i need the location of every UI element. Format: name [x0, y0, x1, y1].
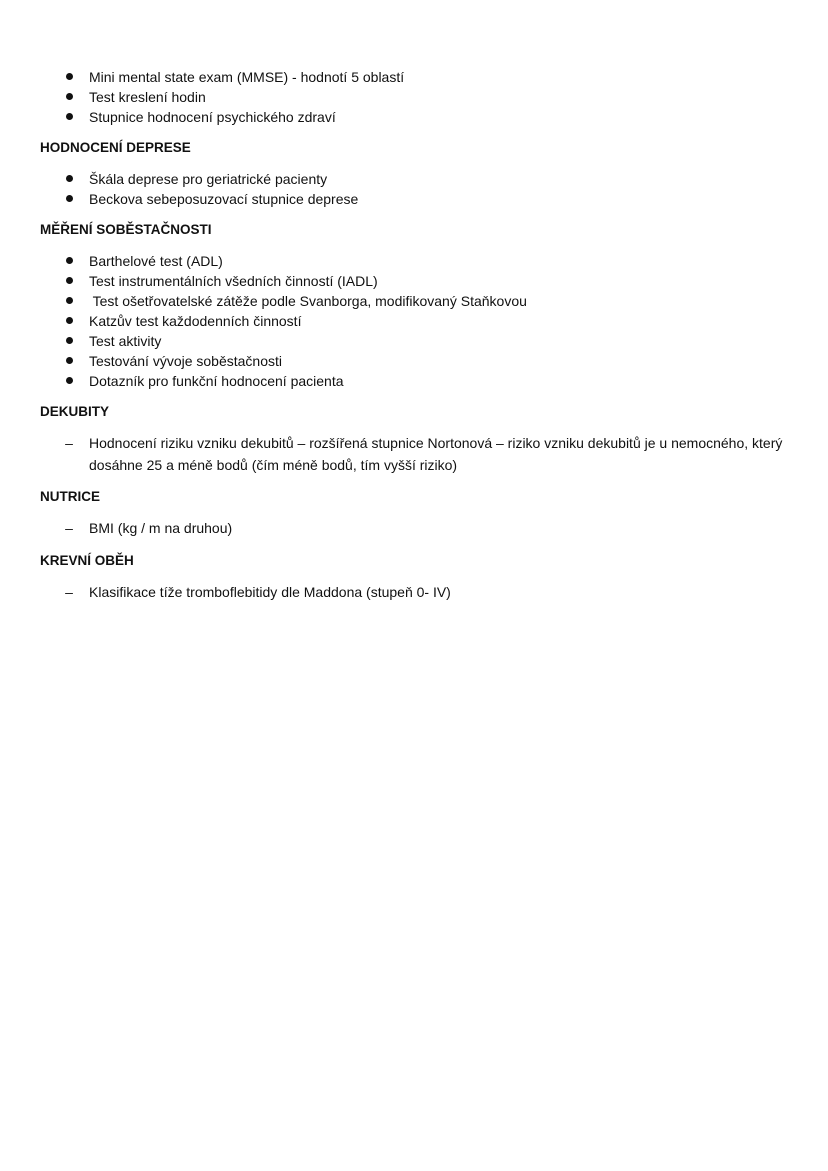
list-item-text: BMI (kg / m na druhou) — [89, 520, 233, 536]
bullet-icon — [63, 107, 75, 127]
list-item — [40, 351, 795, 371]
list-item-text: Beckova sebeposuzovací stupnice deprese — [89, 191, 359, 207]
section-heading-nutrition: NUTRICE — [40, 489, 100, 504]
list-item — [40, 433, 795, 476]
list-item-text: Testování vývoje soběstačnosti — [89, 353, 282, 369]
bullet-icon — [63, 87, 75, 107]
nutrition-list — [40, 518, 795, 540]
list-item-text: Test kreslení hodin — [89, 89, 206, 105]
list-item — [40, 271, 795, 291]
dash-icon: – — [65, 520, 73, 536]
decubitus-list — [40, 433, 795, 476]
list-item — [40, 582, 795, 604]
circulation-list — [40, 582, 795, 604]
list-item-text: Hodnocení riziku vzniku dekubitů – rozšířená stupnice Nortonová – riziko vzniku dekubitů je u nemocného, který dosáhne 25 a méně bodů (čím méně bodů, tím vyšší riziko) — [89, 435, 783, 473]
bullet-icon — [63, 67, 75, 87]
list-item — [40, 169, 795, 189]
list-item-text: Klasifikace tíže tromboflebitidy dle Maddona (stupeň 0- IV) — [89, 583, 451, 600]
list-item-text: Test aktivity — [89, 333, 162, 349]
list-item — [40, 331, 795, 351]
list-item — [40, 518, 795, 540]
list-item — [40, 371, 795, 391]
bullet-icon — [63, 291, 75, 311]
list-item-text: Katzův test každodenních činností — [89, 313, 302, 329]
list-item-text: Test ošetřovatelské zátěže podle Svanborga, modifikovaný Staňkovou — [89, 293, 527, 309]
bullet-icon — [63, 371, 75, 391]
dash-icon: – — [65, 435, 73, 451]
bullet-icon — [63, 169, 75, 189]
assessment-tools-list — [40, 67, 795, 127]
list-item — [40, 189, 795, 209]
list-item-text: Barthelové test (ADL) — [89, 253, 223, 269]
section-heading-selfsufficiency: MĚŘENÍ SOBĚSTAČNOSTI — [40, 222, 212, 237]
list-item — [40, 311, 795, 331]
bullet-icon — [63, 251, 75, 271]
bullet-icon — [63, 189, 75, 209]
section-heading-decubitus: DEKUBITY — [40, 404, 110, 419]
bullet-icon — [63, 331, 75, 351]
bullet-icon — [63, 351, 75, 371]
document-content — [40, 67, 795, 603]
section-heading-circulation: KREVNÍ OBĚH — [40, 552, 134, 568]
bullet-icon — [63, 271, 75, 291]
dash-icon: – — [65, 583, 73, 600]
list-item — [40, 87, 795, 107]
section-heading-depression: HODNOCENÍ DEPRESE — [40, 140, 191, 155]
list-item — [40, 67, 795, 87]
list-item-text: Dotazník pro funkční hodnocení pacienta — [89, 373, 344, 389]
list-item-text: Mini mental state exam (MMSE) - hodnotí 5 oblastí — [89, 69, 405, 85]
list-item — [40, 291, 795, 311]
depression-list — [40, 169, 795, 209]
list-item-text: Škála deprese pro geriatrické pacienty — [89, 171, 328, 187]
list-item-text: Stupnice hodnocení psychického zdraví — [89, 109, 336, 125]
selfsufficiency-list — [40, 251, 795, 391]
list-item — [40, 251, 795, 271]
list-item-text: Test instrumentálních všedních činností (IADL) — [89, 273, 378, 289]
list-item — [40, 107, 795, 127]
bullet-icon — [63, 311, 75, 331]
